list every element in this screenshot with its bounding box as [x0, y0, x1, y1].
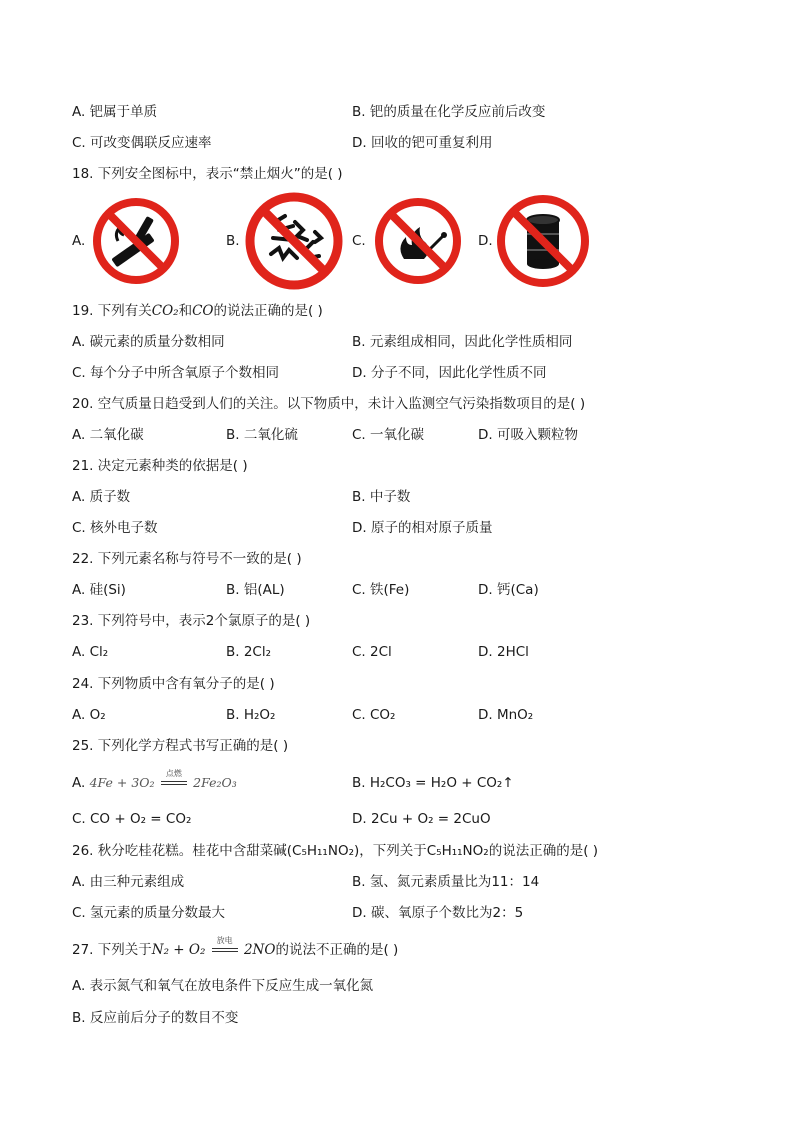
q24-stem: 24. 下列物质中含有氧分子的是( ) — [72, 676, 275, 692]
q27-equation-lhs: N₂ + O₂ — [151, 942, 206, 958]
q26-option-c: C. 氢元素的质量分数最大 — [72, 905, 226, 921]
q26-option-d: D. 碳、氧原子个数比为2：5 — [352, 905, 524, 921]
q20-option-d: D. 可吸入颗粒物 — [478, 427, 578, 443]
no-open-flame-icon — [374, 197, 462, 285]
q23-option-d: D. 2HCl — [478, 644, 529, 660]
q20-option-a: A. 二氧化碳 — [72, 427, 144, 443]
q23-option-a: A. Cl₂ — [72, 644, 109, 660]
q23-option-c: C. 2Cl — [352, 644, 392, 660]
q18-label-b: B. — [226, 233, 240, 249]
q19-formula-co2: CO₂ — [151, 303, 179, 319]
q19-stem-post: 的说法正确的是( ) — [213, 303, 323, 319]
q20-option-c: C. 一氧化碳 — [352, 427, 425, 443]
q25-option-a-lhs: 4Fe + 3O₂ — [89, 775, 155, 790]
q27-option-b: B. 反应前后分子的数目不变 — [72, 1010, 239, 1026]
q17-option-b: B. 钯的质量在化学反应前后改变 — [352, 104, 546, 120]
q25-stem: 25. 下列化学方程式书写正确的是( ) — [72, 738, 289, 754]
q22-option-a: A. 硅(Si) — [72, 582, 126, 598]
q25-option-b: B. H₂CO₃ = H₂O + CO₂↑ — [352, 775, 514, 791]
q24-option-c: C. CO₂ — [352, 707, 396, 723]
q19-option-d: D. 分子不同，因此化学性质不同 — [352, 365, 547, 381]
q26-option-b: B. 氢、氮元素质量比为11：14 — [352, 874, 540, 890]
q22-stem: 22. 下列元素名称与符号不一致的是( ) — [72, 551, 302, 567]
q21-stem: 21. 决定元素种类的依据是( ) — [72, 458, 248, 474]
q21-option-b: B. 中子数 — [352, 489, 411, 505]
q17-option-c: C. 可改变偶联反应速率 — [72, 135, 212, 151]
q23-stem: 23. 下列符号中，表示2个氯原子的是( ) — [72, 613, 311, 629]
no-explosives-icon — [245, 192, 343, 290]
q21-option-c: C. 核外电子数 — [72, 520, 158, 536]
q18-stem: 18. 下列安全图标中，表示“禁止烟火”的是( ) — [72, 166, 343, 182]
q27-stem — [72, 936, 399, 959]
q25-option-c: C. CO + O₂ = CO₂ — [72, 811, 192, 827]
q19-option-a: A. 碳元素的质量分数相同 — [72, 334, 225, 350]
q18-label-c: C. — [352, 233, 366, 249]
no-smoking-icon — [92, 197, 180, 285]
q18-label-d: D. — [478, 233, 493, 249]
q25-option-d: D. 2Cu + O₂ = 2CuO — [352, 811, 491, 827]
q19-option-b: B. 元素组成相同，因此化学性质相同 — [352, 334, 573, 350]
q17-option-a: A. 钯属于单质 — [72, 104, 158, 120]
q20-option-b: B. 二氧化硫 — [226, 427, 298, 443]
q19-option-c: C. 每个分子中所含氧原子个数相同 — [72, 365, 280, 381]
q27-stem-pre: 27. 下列关于 — [72, 942, 152, 958]
q26-stem: 26. 秋分吃桂花糕。桂花中含甜菜碱(C₅H₁₁NO₂)，下列关于C₅H₁₁NO₂的说法正确的是( ) — [72, 843, 599, 859]
q22-option-b: B. 铝(AL) — [226, 582, 285, 598]
q18-label-a: A. — [72, 233, 86, 249]
q24-option-b: B. H₂O₂ — [226, 707, 276, 723]
q24-option-a: A. O₂ — [72, 707, 106, 723]
q19-stem-mid: 和 — [178, 303, 193, 319]
q27-equation-rhs: 2NO — [243, 942, 276, 958]
q23-option-b: B. 2Cl₂ — [226, 644, 272, 660]
q25-option-a-rhs: 2Fe₂O₃ — [193, 775, 237, 790]
q25-option-a-label: A. — [72, 775, 86, 791]
q27-equation-condition: 放电 — [216, 936, 233, 945]
q25-option-a-condition: 点燃 — [165, 769, 182, 778]
q21-option-d: D. 原子的相对原子质量 — [352, 520, 493, 536]
q19-stem — [72, 302, 323, 320]
q25-option-a — [72, 769, 237, 792]
q19-stem-pre: 19. 下列有关 — [72, 303, 152, 319]
q22-option-c: C. 铁(Fe) — [352, 582, 410, 598]
q20-stem: 20. 空气质量日趋受到人们的关注。以下物质中，未计入监测空气污染指数项目的是( ) — [72, 396, 586, 412]
q19-formula-co: CO — [192, 303, 214, 319]
q22-option-d: D. 钙(Ca) — [478, 582, 539, 598]
q21-option-a: A. 质子数 — [72, 489, 131, 505]
q27-stem-post: 的说法不正确的是( ) — [275, 942, 399, 958]
no-flammable-barrel-icon — [496, 194, 590, 288]
q26-option-a: A. 由三种元素组成 — [72, 874, 185, 890]
q27-option-a: A. 表示氮气和氧气在放电条件下反应生成一氧化氮 — [72, 978, 374, 994]
q17-option-d: D. 回收的钯可重复利用 — [352, 135, 493, 151]
q24-option-d: D. MnO₂ — [478, 707, 534, 723]
